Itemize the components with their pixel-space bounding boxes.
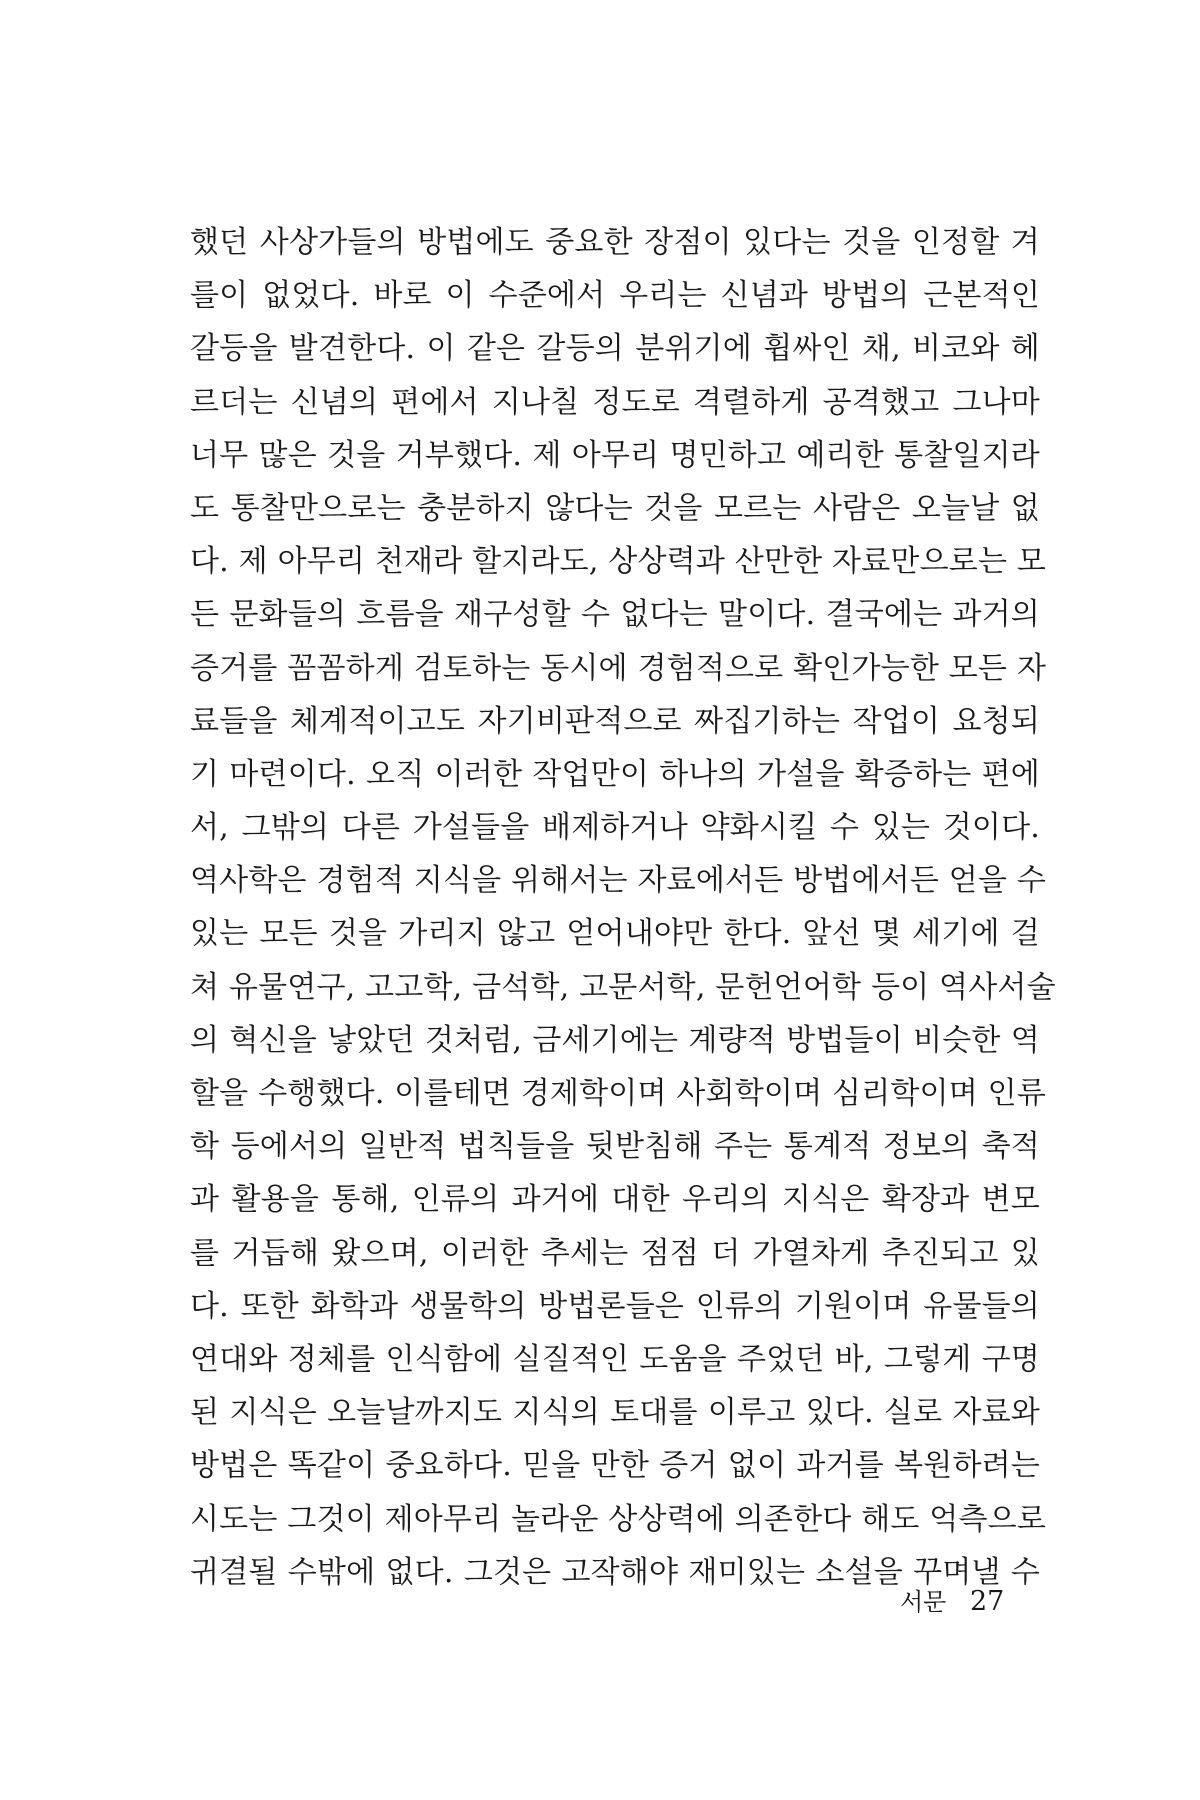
- text-line: 연대와 정체를 인식함에 실질적인 도움을 주었던 바, 그렇게 구명: [190, 1341, 1040, 1377]
- body-text: [190, 216, 1056, 1599]
- text-line: 할을 수행했다. 이를테면 경제학이며 사회학이며 심리학이며 인류: [190, 1076, 1047, 1111]
- running-head: 서문: [900, 1588, 947, 1616]
- text-line: 갈등을 발견한다. 이 같은 갈등의 분위기에 휩싸인 채, 비코와 헤: [190, 331, 1040, 367]
- text-line: 증거를 꼼꼼하게 검토하는 동시에 경험적으로 확인가능한 모든 자: [190, 650, 1047, 686]
- page-number: 27: [970, 1586, 1005, 1617]
- text-line: 도 통찰만으로는 충분하지 않다는 것을 모르는 사람은 오늘날 없: [190, 490, 1040, 526]
- text-line: 된 지식은 오늘날까지도 지식의 토대를 이루고 있다. 실로 자료와: [190, 1395, 1040, 1431]
- text-line: 있는 모든 것을 가리지 않고 얻어내야만 한다. 앞선 몇 세기에 걸: [190, 916, 1040, 952]
- text-line: 귀결될 수밖에 없다. 그것은 고작해야 재미있는 소설을 꾸며낼 수: [190, 1554, 1040, 1590]
- text-line: 시도는 그것이 제아무리 놀라운 상상력에 의존한다 해도 억측으로: [190, 1501, 1047, 1537]
- text-line: 쳐 유물연구, 고고학, 금석학, 고문서학, 문헌언어학 등이 역사서술: [190, 969, 1056, 1005]
- text-line: 방법은 똑같이 중요하다. 믿을 만한 증거 없이 과거를 복원하려는: [190, 1448, 1040, 1484]
- text-line: 를이 없었다. 바로 이 수준에서 우리는 신념과 방법의 근본적인: [190, 278, 1040, 314]
- text-line: 다. 또한 화학과 생물학의 방법론들은 인류의 기원이며 유물들의: [190, 1288, 1040, 1324]
- text-line: 과 활용을 통해, 인류의 과거에 대한 우리의 지식은 확장과 변모: [190, 1182, 1040, 1218]
- text-line: 료들을 체계적이고도 자기비판적으로 짜집기하는 작업이 요청되: [190, 703, 1040, 739]
- text-line: 서, 그밖의 다른 가설들을 배제하거나 약화시킬 수 있는 것이다.: [190, 810, 1040, 846]
- text-line: 기 마련이다. 오직 이러한 작업만이 하나의 가설을 확증하는 편에: [190, 756, 1040, 792]
- text-line: 를 거듭해 왔으며, 이러한 추세는 점점 더 가열차게 추진되고 있: [190, 1235, 1040, 1271]
- page-footer: [0, 1582, 1200, 1622]
- text-line: 의 혁신을 낳았던 것처럼, 금세기에는 계량적 방법들이 비슷한 역: [190, 1022, 1040, 1058]
- text-line: 역사학은 경험적 지식을 위해서는 자료에서든 방법에서든 얻을 수: [190, 863, 1047, 899]
- text-line: 든 문화들의 흐름을 재구성할 수 없다는 말이다. 결국에는 과거의: [190, 597, 1040, 633]
- text-line: 했던 사상가들의 방법에도 중요한 장점이 있다는 것을 인정할 겨: [190, 225, 1040, 260]
- text-line: 르더는 신념의 편에서 지나칠 정도로 격렬하게 공격했고 그나마: [190, 384, 1040, 420]
- text-line: 학 등에서의 일반적 법칙들을 뒷받침해 주는 통계적 정보의 축적: [190, 1129, 1040, 1165]
- text-line: 다. 제 아무리 천재라 할지라도, 상상력과 산만한 자료만으로는 모: [190, 544, 1047, 580]
- text-line: 너무 많은 것을 거부했다. 제 아무리 명민하고 예리한 통찰일지라: [190, 437, 1040, 473]
